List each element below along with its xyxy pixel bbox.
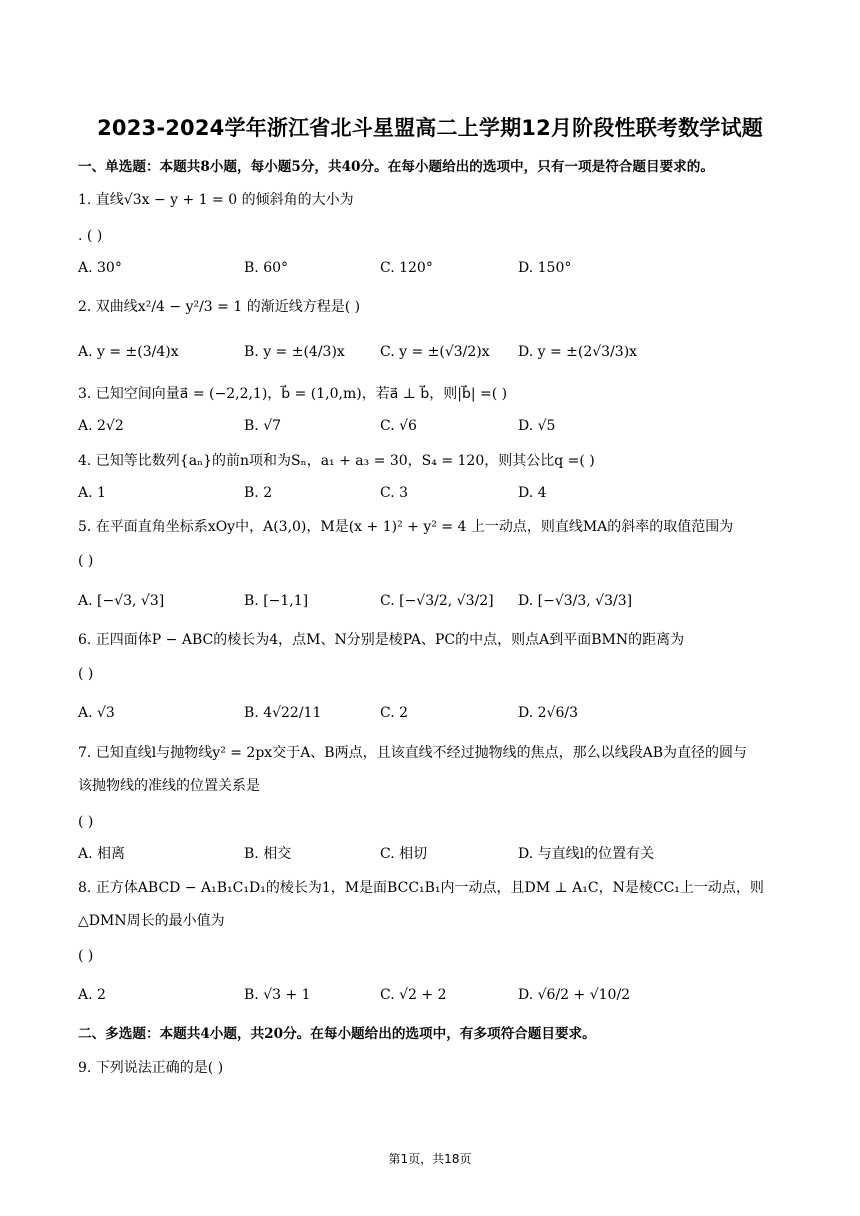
option-a: A. √3	[78, 705, 115, 721]
option-c: C. √6	[380, 418, 417, 434]
option-b: B. 4√22/11	[244, 705, 322, 721]
option-a: A. 2√2	[78, 418, 124, 434]
option-d: D. √5	[518, 418, 556, 434]
option-b: B. √3 + 1	[244, 987, 311, 1003]
question-7-stem: 7. 已知直线l与抛物线y² = 2px交于A、B两点，且该直线不经过抛物线的焦点，那么以线段AB为直径的圆与	[78, 745, 747, 761]
question-8-paren: ( )	[78, 948, 94, 964]
exam-title: 2023-2024学年浙江省北斗星盟高二上学期12月阶段性联考数学试题	[97, 116, 763, 140]
question-8-stem: 8. 正方体ABCD − A₁B₁C₁D₁的棱长为1，M是面BCC₁B₁内一动点，且DM ⊥ A₁C，N是棱CC₁上一动点，则	[78, 880, 764, 896]
option-a: A. y = ±(3/4)x	[78, 344, 179, 360]
question-6-options	[78, 701, 798, 725]
option-c: C. 120°	[380, 260, 433, 276]
question-8-options	[78, 983, 798, 1007]
question-5-stem: 5. 在平面直角坐标系xOy中，A(3,0)，M是(x + 1)² + y² = 4 上一动点，则直线MA的斜率的取值范围为	[78, 519, 734, 535]
option-d: D. 150°	[518, 260, 572, 276]
page-footer: 第1页，共18页	[388, 1152, 472, 1166]
question-6-paren: ( )	[78, 666, 94, 682]
section-heading-single-choice: 一、单选题：本题共8小题，每小题5分，共40分。在每小题给出的选项中，只有一项是符合题目要求的。	[78, 159, 714, 175]
question-4-options	[78, 481, 798, 505]
question-1-paren: . ( )	[78, 228, 103, 244]
option-d: D. 2√6/3	[518, 705, 578, 721]
question-5-options	[78, 589, 798, 613]
question-3-options	[78, 414, 798, 438]
option-a: A. 30°	[78, 260, 122, 276]
option-a: A. 2	[78, 987, 106, 1003]
question-2-stem: 2. 双曲线x²/4 − y²/3 = 1 的渐近线方程是( )	[78, 299, 361, 315]
option-a: A. 1	[78, 485, 106, 501]
option-b: B. 2	[244, 485, 273, 501]
question-3-stem: 3. 已知空间向量a⃗ = (−2,2,1)，b⃗ = (1,0,m)，若a⃗ ⊥ b⃗，则|b⃗| =( )	[78, 386, 508, 402]
option-d: D. y = ±(2√3/3)x	[518, 344, 638, 360]
question-9-stem: 9. 下列说法正确的是( )	[78, 1060, 224, 1076]
option-b: B. √7	[244, 418, 282, 434]
option-c: C. 3	[380, 485, 409, 501]
option-b: B. 60°	[244, 260, 289, 276]
option-c: C. √2 + 2	[380, 987, 447, 1003]
option-c: C. 2	[380, 705, 409, 721]
question-4-stem: 4. 已知等比数列{aₙ}的前n项和为Sₙ，a₁ + a₃ = 30，S₄ = 120，则其公比q =( )	[78, 453, 595, 469]
question-1-stem: 1. 直线√3x − y + 1 = 0 的倾斜角的大小为	[78, 192, 354, 208]
option-a: A. 相离	[78, 846, 126, 862]
option-b: B. y = ±(4/3)x	[244, 344, 345, 360]
option-c: C. y = ±(√3/2)x	[380, 344, 490, 360]
option-d: D. √6/2 + √10/2	[518, 987, 631, 1003]
option-b: B. 相交	[244, 846, 292, 862]
question-7-options	[78, 842, 798, 866]
option-d: D. 4	[518, 485, 547, 501]
question-7-paren: ( )	[78, 814, 94, 830]
question-6-stem: 6. 正四面体P − ABC的棱长为4，点M、N分别是棱PA、PC的中点，则点A到平面BMN的距离为	[78, 632, 685, 648]
question-1-options	[78, 256, 798, 280]
question-7-stem-continued: 该抛物线的准线的位置关系是	[78, 778, 260, 794]
option-d: D. [−√3/3, √3/3]	[518, 593, 633, 609]
option-c: C. [−√3/2, √3/2]	[380, 593, 494, 609]
option-a: A. [−√3, √3]	[78, 593, 165, 609]
question-2-options	[78, 340, 798, 364]
section-heading-multiple-choice: 二、多选题：本题共4小题，共20分。在每小题给出的选项中，有多项符合题目要求。	[78, 1026, 596, 1042]
option-b: B. [−1,1]	[244, 593, 309, 609]
option-c: C. 相切	[380, 846, 428, 862]
question-5-paren: ( )	[78, 553, 94, 569]
question-8-stem-continued: △DMN周长的最小值为	[78, 913, 225, 929]
option-d: D. 与直线l的位置有关	[518, 846, 655, 862]
